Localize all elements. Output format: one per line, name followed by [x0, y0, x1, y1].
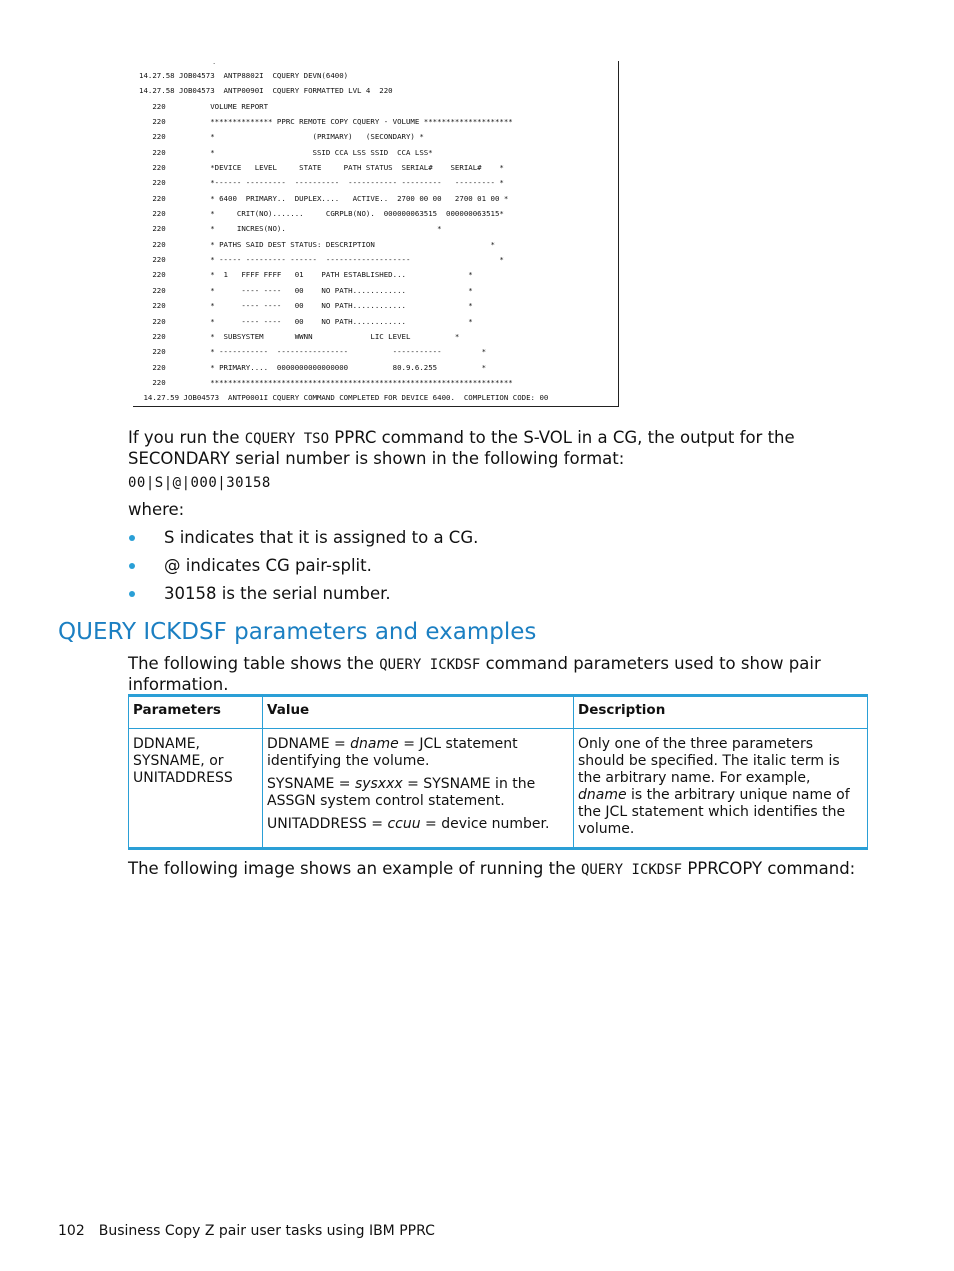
- query-ickdsf-command: QUERY ICKDSF: [379, 657, 481, 673]
- intro-text-after: PPRC command to the S-VOL in a CG, the output for the SECONDARY serial number is shown in the following format:: [128, 428, 795, 468]
- page-footer: [58, 1223, 435, 1239]
- query-ickdsf-command-2: QUERY ICKDSF: [580, 862, 683, 878]
- list-item: [128, 556, 478, 584]
- value-unitaddress: UNITADDRESS = ccuu = device number.: [267, 816, 550, 832]
- serial-format-example: 00|S|@|000|30158: [128, 475, 271, 491]
- example-intro-paragraph: [128, 859, 855, 880]
- value-cell: [263, 729, 574, 849]
- value-ddname: DDNAME = dname = JCL statement identifying the volume.: [267, 736, 518, 769]
- bullet-icon: [129, 535, 135, 541]
- terminal-output-text: 14.27.58 JOB04573 ANTP8802I CQUERY DEVN(6400) 14.27.58 JOB04573 ANTP0090I CQUERY FORMATTED LVL 4 220 220 VOLUME REPORT 220 ************** PPRC REMOTE COPY CQUERY - VOLUME ******************** 220 * (PRIMARY) (SECONDARY) * 220 * SSID CCA LSS SSID CCA LSS* 220 *DEVICE LEVEL STATE PATH STATUS SERIAL# SERIAL# * 220 *------ --------- ---------- ----------- --------- --------- * 220 * 6400 PRIMARY.. DUPLEX.... ACTIVE.. 2700 00 00 2700 01 00 * 220 * CRIT(NO)....... CGRPLB(NO). 000000063515 000000063515* 220 * INCRES(NO). * 220 * PATHS SAID DEST STATUS: DESCRIPTION * 220 * ----- --------- ------ ------------------- * 220 * 1 FFFF FFFF 01 PATH ESTABLISHED... * 220 * ---- ---- 00 NO PATH............ * 220 * ---- ---- 00 NO PATH............ * 220 * ---- ---- 00 NO PATH............ * 220 * SUBSYSTEM WWNN LIC LEVEL * 220 * ----------- ---------------- ----------- * 220 * PRIMARY.... 0000000000000000 80.9.6.255 * 220 ******************************************************************** 14.27.59 JOB04573 ANTP0001I CQUERY COMMAND COMPLETED FOR DEVICE 6400. COMPLETION CODE: 00: [139, 71, 549, 403]
- where-label: where:: [128, 500, 185, 519]
- cquery-output-screenshot: [133, 58, 619, 407]
- parameters-cell: DDNAME, SYSNAME, or UNITADDRESS: [129, 729, 263, 849]
- intro-text-before: If you run the: [128, 428, 245, 447]
- list-item-text: S indicates that it is assigned to a CG.: [164, 528, 479, 547]
- description-cell: Only one of the three parameters should be specified. The italic term is the arbitrary name. For example, dname is the arbitrary unique name of the JCL statement which identifies the volume.: [574, 729, 868, 849]
- bullet-icon: [129, 591, 135, 597]
- column-header-value: Value: [263, 696, 574, 729]
- list-item-text: 30158 is the serial number.: [164, 584, 391, 603]
- screenshot-tick-mark: .: [213, 58, 216, 66]
- parameters-table: [128, 694, 868, 850]
- chapter-title: Business Copy Z pair user tasks using IBM PPRC: [98, 1223, 435, 1239]
- list-item-text: @ indicates CG pair-split.: [164, 556, 372, 575]
- cquery-tso-command: CQUERY TSO: [244, 431, 330, 447]
- table-header-row: [129, 696, 868, 729]
- table-intro-before: The following table shows the: [128, 654, 380, 673]
- section-heading: QUERY ICKDSF parameters and examples: [58, 619, 537, 645]
- table-row: [129, 729, 868, 849]
- column-header-description: Description: [574, 696, 868, 729]
- table-intro-after: command parameters used to show pair information.: [128, 654, 821, 694]
- list-item: [128, 584, 478, 612]
- page-number: 102: [58, 1223, 85, 1239]
- value-sysname: SYSNAME = sysxxx = SYSNAME in the ASSGN system control statement.: [267, 776, 536, 809]
- bullet-icon: [129, 563, 135, 569]
- example-intro-before: The following image shows an example of running the: [128, 859, 581, 878]
- cquery-tso-paragraph: [128, 428, 873, 468]
- table-intro-paragraph: [128, 654, 888, 694]
- column-header-parameters: Parameters: [129, 696, 263, 729]
- serial-legend-list: [128, 528, 478, 612]
- list-item: [128, 528, 478, 556]
- example-intro-after: PPRCOPY command:: [682, 859, 856, 878]
